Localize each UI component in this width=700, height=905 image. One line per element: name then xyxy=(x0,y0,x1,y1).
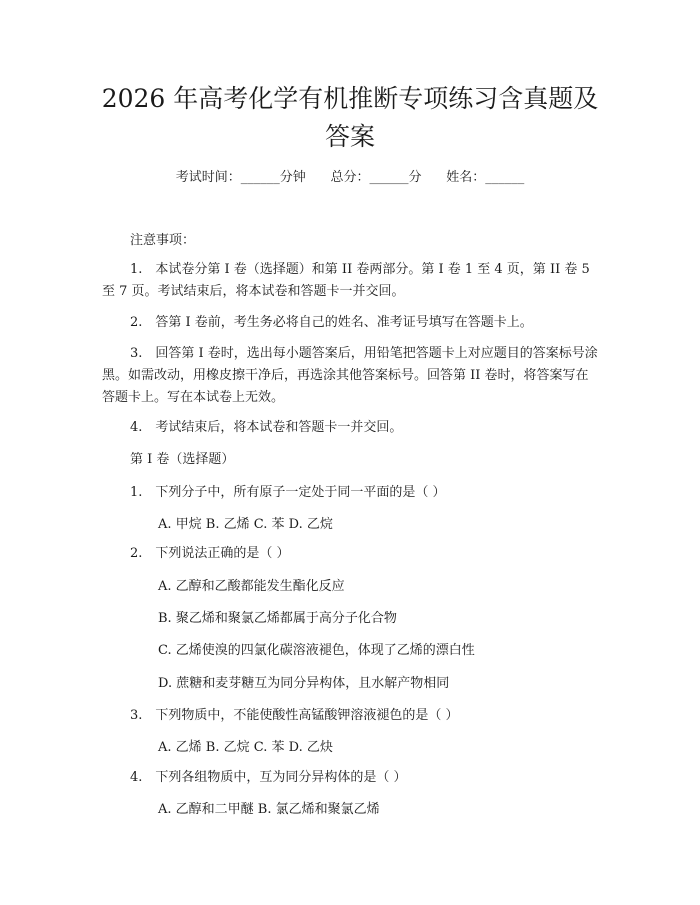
title-line-2: 答案 xyxy=(324,122,375,151)
note-item: 4. 考试结束后，将本试卷和答题卡一并交回。 xyxy=(130,420,403,435)
note-item: 3. 回答第 I 卷时，选出每小题答案后，用铅笔把答题卡上对应题目的答案标号涂黑。如需改动，用橡皮擦干净后，再选涂其他答案标号。回答第 II 卷时，将答案写在答题卡上。写在本试卷上无效。 xyxy=(102,346,598,405)
question-options: A. 乙烯 B. 乙烷 C. 苯 D. 乙炔 xyxy=(158,740,333,755)
question-options: A. 乙醇和二甲醚 B. 氯乙烯和聚氯乙烯 xyxy=(158,802,380,817)
title-line-1: 2026 年高考化学有机推断专项练习含真题及 xyxy=(101,84,599,113)
question-stem: 1. 下列分子中，所有原子一定处于同一平面的是（ ） xyxy=(130,485,446,500)
note-item: 2. 答第 I 卷前，考生务必将自己的姓名、准考证号填写在答题卡上。 xyxy=(130,315,533,330)
question-option: D. 蔗糖和麦芽糖互为同分异构体，且水解产物相同 xyxy=(158,676,450,691)
section-title: 第 I 卷（选择题） xyxy=(130,452,235,467)
notes-heading: 注意事项： xyxy=(130,233,196,248)
question-stem: 3. 下列物质中，不能使酸性高锰酸钾溶液褪色的是（ ） xyxy=(130,708,459,723)
note-item: 1. 本试卷分第 I 卷（选择题）和第 II 卷两部分。第 I 卷 1 至 4 页，第 II 卷 5 至 7 页。考试结束后，将本试卷和答题卡一并交回。 xyxy=(102,262,590,299)
exam-info-line: 考试时间：______分钟 总分：______分 姓名：______ xyxy=(175,170,525,185)
question-stem: 4. 下列各组物质中，互为同分异构体的是（ ） xyxy=(130,770,407,785)
document-title xyxy=(60,80,640,156)
question-stem: 2. 下列说法正确的是（ ） xyxy=(130,546,290,561)
question-option: B. 聚乙烯和聚氯乙烯都属于高分子化合物 xyxy=(158,611,397,626)
question-option: C. 乙烯使溴的四氯化碳溶液褪色，体现了乙烯的漂白性 xyxy=(158,643,475,658)
question-options: A. 甲烷 B. 乙烯 C. 苯 D. 乙烷 xyxy=(158,517,333,532)
question-option: A. 乙醇和乙酸都能发生酯化反应 xyxy=(158,579,345,594)
